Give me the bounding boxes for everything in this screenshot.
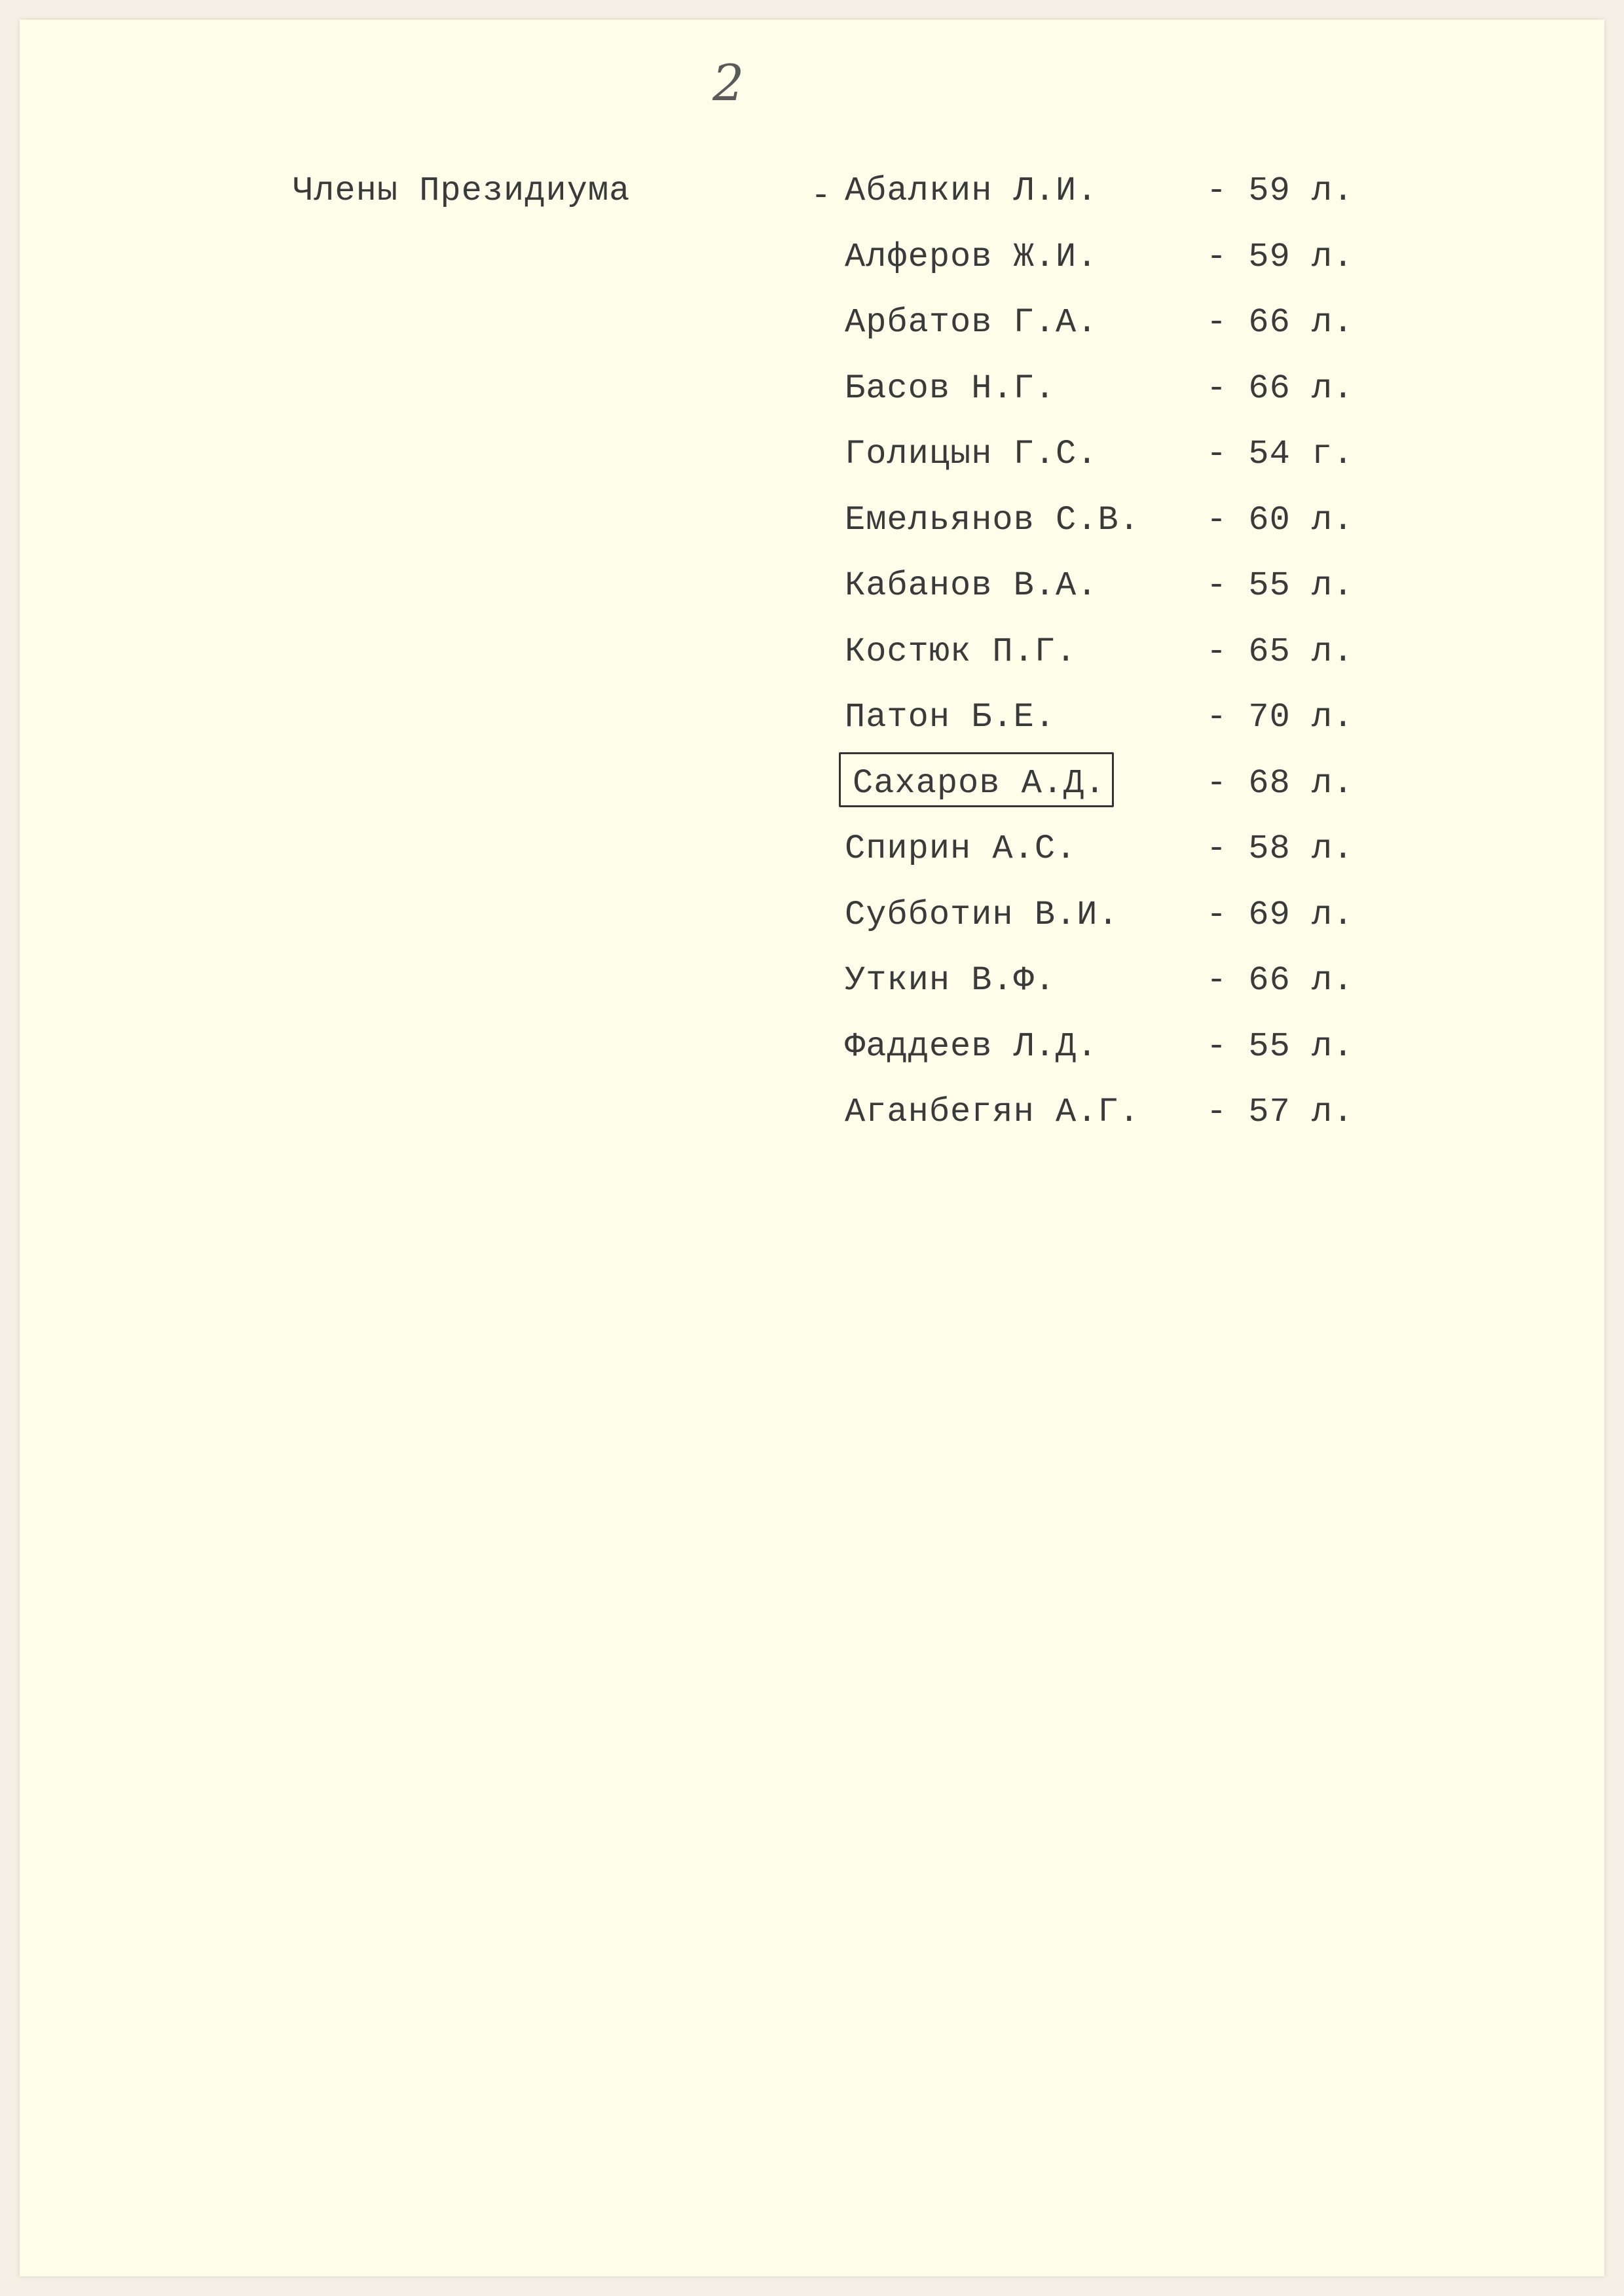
member-name: Костюк П.Г. bbox=[845, 632, 1077, 671]
list-item bbox=[845, 1027, 1434, 1093]
list-item bbox=[845, 369, 1434, 435]
member-name: Фаддеев Л.Д. bbox=[845, 1027, 1098, 1066]
list-item-highlighted bbox=[845, 764, 1434, 830]
list-item bbox=[845, 961, 1434, 1027]
member-name: Кабанов В.А. bbox=[845, 566, 1098, 605]
member-age: - 65 л. bbox=[1206, 632, 1354, 671]
member-age: - 54 г. bbox=[1206, 435, 1354, 473]
member-age: - 55 л. bbox=[1206, 566, 1354, 605]
member-age: - 69 л. bbox=[1206, 895, 1354, 934]
list-item bbox=[845, 172, 1434, 238]
member-name: Алферов Ж.И. bbox=[845, 237, 1098, 276]
document-page bbox=[20, 20, 1604, 2276]
list-item bbox=[845, 435, 1434, 501]
list-item bbox=[845, 566, 1434, 632]
member-age: - 55 л. bbox=[1206, 1027, 1354, 1066]
member-age: - 70 л. bbox=[1206, 698, 1354, 737]
member-name: Арбатов Г.А. bbox=[845, 303, 1098, 342]
member-name: Субботин В.И. bbox=[845, 895, 1119, 934]
member-age: - 66 л. bbox=[1206, 369, 1354, 408]
member-age: - 66 л. bbox=[1206, 303, 1354, 342]
member-name: Патон Б.Е. bbox=[845, 698, 1056, 737]
section-label: Члены Президиума bbox=[293, 172, 631, 210]
member-age: - 59 л. bbox=[1206, 172, 1354, 210]
list-item bbox=[845, 896, 1434, 962]
members-list bbox=[845, 172, 1434, 1159]
list-item bbox=[845, 303, 1434, 369]
member-age: - 66 л. bbox=[1206, 961, 1354, 1000]
member-age: - 60 л. bbox=[1206, 500, 1354, 539]
lead-dash: - bbox=[811, 177, 832, 215]
member-age: - 59 л. bbox=[1206, 237, 1354, 276]
member-name: Емельянов С.В. bbox=[845, 500, 1140, 539]
member-name: Уткин В.Ф. bbox=[845, 961, 1056, 1000]
member-name: Голицын Г.С. bbox=[845, 435, 1098, 473]
member-name: Аганбегян А.Г. bbox=[845, 1093, 1140, 1131]
member-name: Абалкин Л.И. bbox=[845, 172, 1098, 210]
list-item bbox=[845, 238, 1434, 304]
member-age: - 68 л. bbox=[1206, 763, 1354, 803]
list-item bbox=[845, 1093, 1434, 1159]
member-name: Басов Н.Г. bbox=[845, 369, 1056, 408]
member-name: Спирин А.С. bbox=[845, 829, 1077, 868]
member-age: - 58 л. bbox=[1206, 829, 1354, 868]
list-item bbox=[845, 501, 1434, 567]
member-age: - 57 л. bbox=[1206, 1093, 1354, 1131]
list-item bbox=[845, 632, 1434, 699]
handwritten-page-number: 2 bbox=[712, 54, 745, 112]
member-name: Сахаров А.Д. bbox=[853, 763, 1106, 803]
list-item bbox=[845, 829, 1434, 896]
